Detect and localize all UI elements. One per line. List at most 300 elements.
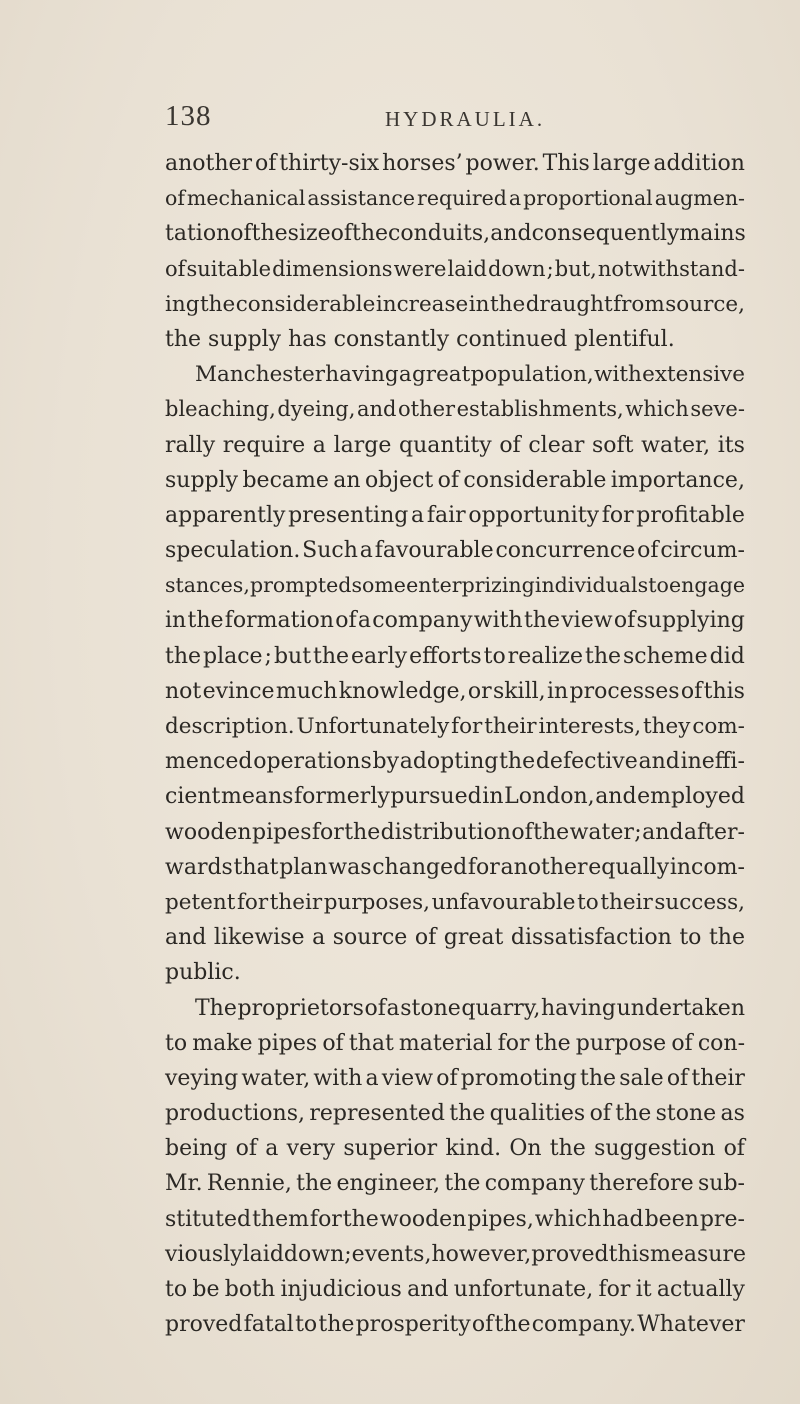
word: ing: [165, 291, 200, 317]
word: Such: [302, 538, 358, 564]
word: down: [487, 256, 546, 281]
word: of: [436, 1065, 458, 1091]
word: make: [192, 1030, 253, 1056]
word: but: [273, 643, 312, 669]
word: object: [364, 467, 434, 493]
word: favourable: [374, 538, 494, 564]
word: material: [398, 1030, 493, 1056]
word: supplying: [636, 608, 745, 634]
word: large: [333, 432, 392, 458]
word: from: [613, 291, 665, 317]
word: formation: [224, 608, 334, 634]
word: pipes: [257, 1030, 318, 1056]
text-line: [165, 1166, 745, 1201]
word: changed: [372, 854, 468, 880]
word: water,: [641, 432, 711, 458]
word: in: [482, 784, 504, 810]
word: early: [351, 643, 408, 669]
word: and: [490, 221, 532, 247]
word: the: [296, 1171, 333, 1197]
word: of: [330, 221, 352, 247]
word: adopting: [399, 749, 499, 775]
word: great: [443, 925, 504, 951]
word: superior: [343, 1136, 438, 1162]
word: proprietors: [237, 995, 364, 1021]
word: purposes,: [323, 889, 431, 915]
word: the: [342, 1206, 379, 1232]
word: proved: [165, 1312, 243, 1338]
word: of: [235, 1136, 258, 1162]
word: the: [534, 1030, 571, 1056]
word: petent: [165, 889, 236, 915]
word: a: [265, 1136, 279, 1162]
word: an: [333, 467, 361, 493]
word: laid: [242, 1241, 284, 1267]
word: the: [499, 749, 536, 775]
word: promoting: [460, 1065, 577, 1091]
text-line: [165, 1026, 745, 1061]
word: the: [584, 643, 622, 669]
word: notwithstand-: [597, 256, 745, 281]
word: quarry,: [461, 995, 541, 1021]
word: com-: [692, 714, 745, 739]
word: of: [335, 608, 357, 634]
word: for: [598, 1277, 631, 1302]
word: ;: [264, 643, 272, 669]
text-line: [165, 146, 745, 181]
word: of: [165, 256, 186, 281]
word: a: [398, 362, 412, 388]
word: fatal: [243, 1312, 294, 1338]
word: the: [200, 291, 236, 317]
word: size: [287, 221, 331, 247]
word: pipes,: [467, 1206, 534, 1232]
word: incom-: [669, 854, 745, 880]
text-line: [165, 1272, 745, 1307]
word: be: [192, 1277, 220, 1302]
word: cient: [165, 784, 221, 810]
word: events,: [351, 1241, 432, 1267]
text-line: [165, 709, 745, 744]
word: qualities: [489, 1101, 586, 1127]
word: sale: [619, 1065, 664, 1091]
text-line: [165, 1131, 745, 1166]
word: another: [165, 151, 253, 176]
word: their: [484, 714, 537, 739]
word: actually: [656, 1277, 745, 1302]
word: establishments,: [456, 397, 624, 422]
word: wooden: [379, 1206, 467, 1232]
word: which: [534, 1206, 602, 1232]
word: a: [386, 995, 400, 1021]
word: interests,: [538, 714, 642, 739]
word: clear: [528, 432, 585, 458]
word: company: [484, 1171, 585, 1197]
word: engage: [669, 573, 745, 598]
text-line: [165, 639, 745, 674]
body-text: [165, 146, 745, 1342]
running-head: HYDRAULIA.: [385, 107, 546, 131]
word: or: [467, 678, 492, 704]
word: for: [601, 502, 634, 528]
word: and: [407, 1277, 449, 1302]
word: as: [720, 1101, 745, 1127]
word: the: [494, 1312, 531, 1338]
word: their: [269, 889, 323, 915]
word: of: [499, 432, 521, 458]
text-line: [165, 1202, 745, 1237]
word: for: [309, 1206, 342, 1232]
text-line: [165, 779, 745, 814]
word: the: [489, 291, 526, 317]
word: great: [412, 362, 471, 388]
word: for: [451, 714, 483, 739]
word: a: [359, 538, 373, 564]
text-line: public.: [165, 960, 241, 986]
word: increase: [375, 291, 469, 317]
text-line: [165, 357, 745, 392]
text-line: [165, 1237, 745, 1272]
word: London,: [504, 784, 595, 810]
word: seve-: [690, 397, 745, 422]
text-line: [165, 392, 745, 427]
word: speculation.: [165, 538, 301, 564]
word: ;: [546, 256, 554, 281]
word: view: [381, 1065, 434, 1091]
text-line: [165, 463, 745, 498]
word: unfavourable: [431, 889, 576, 915]
word: defective: [535, 749, 638, 775]
word: that: [348, 1030, 394, 1056]
word: purpose: [575, 1030, 667, 1056]
word: draught: [525, 291, 613, 317]
word: another: [500, 854, 588, 880]
word: require: [222, 432, 306, 458]
word: extensive: [642, 362, 745, 388]
word: of: [723, 1136, 745, 1162]
word: to: [648, 573, 669, 598]
word: of: [680, 678, 703, 704]
word: of: [511, 819, 533, 845]
word: augmen-: [654, 186, 745, 211]
text-line: [165, 744, 745, 779]
text-line: [165, 850, 745, 885]
text-line: [165, 181, 745, 216]
text-line: [165, 1307, 745, 1342]
word: formerly: [294, 784, 390, 810]
word: wards: [165, 854, 233, 880]
word: which: [625, 397, 689, 422]
word: soft: [592, 432, 634, 458]
word: to: [577, 889, 599, 915]
word: horses’: [382, 151, 463, 176]
word: operations: [253, 749, 372, 775]
word: them: [252, 1206, 309, 1232]
word: having: [325, 362, 399, 388]
word: of: [230, 221, 252, 247]
word: for: [236, 889, 269, 915]
word: menced: [165, 749, 253, 775]
word: a: [312, 925, 326, 951]
word: to: [483, 643, 506, 669]
word: considerable: [463, 467, 607, 493]
word: their: [691, 1065, 745, 1091]
word: the: [444, 1171, 481, 1197]
word: equally: [588, 854, 670, 880]
word: importance,: [610, 467, 745, 493]
word: had: [602, 1206, 644, 1232]
word: employed: [637, 784, 745, 810]
word: a: [508, 186, 522, 211]
word: engineer,: [336, 1171, 441, 1197]
word: was: [328, 854, 372, 880]
word: proportional: [523, 186, 653, 211]
word: power.: [465, 151, 540, 176]
word: efforts: [409, 643, 482, 669]
word: to: [165, 1030, 188, 1056]
word: ineffi-: [680, 749, 745, 775]
word: required: [417, 186, 507, 211]
text-line: [165, 216, 745, 251]
word: and: [642, 819, 684, 845]
word: therefore: [589, 1171, 694, 1197]
word: for: [497, 1030, 530, 1056]
word: much: [275, 678, 338, 704]
word: On: [509, 1136, 542, 1162]
word: been: [644, 1206, 699, 1232]
text-line: [165, 252, 745, 287]
word: individuals: [534, 573, 649, 598]
page-header: [165, 100, 745, 140]
word: Rennie,: [206, 1171, 292, 1197]
word: of: [322, 1030, 344, 1056]
word: scheme: [622, 643, 708, 669]
word: they: [643, 714, 691, 739]
word: their: [600, 889, 653, 915]
word: rally: [165, 432, 216, 458]
word: pursued: [390, 784, 482, 810]
word: of: [165, 186, 185, 211]
word: addition: [653, 151, 745, 176]
text-line: [165, 287, 745, 322]
word: con-: [697, 1030, 745, 1056]
word: source,: [665, 291, 745, 317]
word: mechanical: [186, 186, 306, 211]
word: assistance: [307, 186, 416, 211]
word: source: [332, 925, 408, 951]
word: prosperity: [355, 1312, 471, 1338]
word: a: [357, 608, 372, 634]
word: distribution: [380, 819, 511, 845]
word: a: [411, 502, 425, 528]
word: kind.: [445, 1136, 502, 1162]
word: measure: [649, 1241, 746, 1267]
text-line: [165, 533, 745, 568]
text-line: [165, 815, 745, 850]
word: the: [523, 608, 560, 634]
word: but,: [554, 256, 597, 281]
word: the: [549, 1136, 586, 1162]
word: and: [638, 749, 680, 775]
word: the: [344, 819, 381, 845]
word: did: [709, 643, 745, 669]
word: by: [372, 749, 399, 775]
word: suitable: [186, 256, 272, 281]
word: consequently: [531, 221, 680, 247]
word: view: [561, 608, 613, 634]
word: of: [637, 538, 659, 564]
word: in: [165, 608, 187, 634]
word: viously: [165, 1241, 243, 1267]
word: for: [311, 819, 344, 845]
word: the: [449, 1101, 486, 1127]
word: mains: [679, 221, 746, 247]
word: concurrence: [495, 538, 636, 564]
word: some: [351, 573, 406, 598]
word: prompted: [250, 573, 352, 598]
word: suggestion: [594, 1136, 716, 1162]
word: of: [437, 467, 460, 493]
text-line: [165, 428, 745, 463]
word: the: [352, 221, 389, 247]
text-line: [165, 1096, 745, 1131]
word: very: [286, 1136, 336, 1162]
word: the: [533, 819, 570, 845]
word: for: [467, 854, 500, 880]
word: to: [295, 1312, 318, 1338]
word: large: [592, 151, 651, 176]
word: the: [318, 1312, 355, 1338]
word: Mr.: [165, 1171, 203, 1197]
word: and: [165, 925, 207, 951]
word: stone: [400, 995, 461, 1021]
text-line: [165, 885, 745, 920]
word: and: [356, 397, 397, 422]
text-line: [165, 991, 745, 1026]
word: laid: [447, 256, 487, 281]
word: after-: [683, 819, 745, 845]
word: pre-: [699, 1206, 745, 1232]
word: to: [679, 925, 702, 951]
word: productions,: [165, 1101, 305, 1127]
word: stone: [655, 1101, 717, 1127]
word: of: [254, 151, 277, 176]
word: a: [312, 432, 326, 458]
word: this: [703, 678, 745, 704]
word: of: [666, 1065, 689, 1091]
text-line: [165, 920, 745, 955]
word: company.: [531, 1312, 636, 1338]
word: tation: [165, 221, 231, 247]
word: the: [580, 1065, 617, 1091]
text-line: [165, 603, 745, 638]
word: sub-: [697, 1171, 745, 1197]
word: company: [372, 608, 473, 634]
word: that: [233, 854, 279, 880]
word: The: [195, 995, 237, 1021]
word: pipes: [251, 819, 312, 845]
word: it: [635, 1277, 652, 1302]
word: plan: [279, 854, 328, 880]
word: its: [717, 432, 745, 458]
word: water,: [241, 1065, 311, 1091]
word: description.: [165, 714, 295, 739]
word: presenting: [288, 502, 409, 528]
word: both: [224, 1277, 276, 1302]
word: apparently: [165, 502, 286, 528]
word: veying: [165, 1065, 239, 1091]
word: of: [364, 995, 386, 1021]
text-line: [165, 568, 745, 603]
word: Manchester: [195, 362, 325, 388]
word: of: [671, 1030, 693, 1056]
word: population,: [470, 362, 594, 388]
word: likewise: [213, 925, 305, 951]
word: supply: [165, 467, 239, 493]
word: with: [594, 362, 642, 388]
word: other: [398, 397, 456, 422]
word: profitable: [636, 502, 745, 528]
word: in: [546, 678, 569, 704]
word: the: [708, 925, 745, 951]
word: the: [187, 608, 224, 634]
word: however,: [431, 1241, 532, 1267]
word: being: [165, 1136, 228, 1162]
word: place: [203, 643, 263, 669]
word: success,: [654, 889, 745, 915]
text-line: the supply has constantly continued plentiful.: [165, 326, 675, 352]
word: evince: [202, 678, 275, 704]
word: quantity: [398, 432, 492, 458]
text-line: [165, 674, 745, 709]
text-line: [165, 498, 745, 533]
word: a: [365, 1065, 379, 1091]
word: ;: [344, 1241, 352, 1267]
word: having: [540, 995, 616, 1021]
word: to: [165, 1277, 188, 1302]
word: the: [615, 1101, 652, 1127]
word: the: [313, 643, 350, 669]
word: circum-: [660, 538, 745, 564]
word: were: [393, 256, 447, 281]
word: proved: [531, 1241, 609, 1267]
word: conduits,: [388, 221, 491, 247]
word: undertaken: [616, 995, 745, 1021]
word: with: [313, 1065, 363, 1091]
word: this: [608, 1241, 650, 1267]
word: of: [613, 608, 636, 634]
word: skill,: [492, 678, 546, 704]
word: represented: [309, 1101, 445, 1127]
word: bleaching,: [165, 397, 276, 422]
word: the: [251, 221, 288, 247]
word: This: [542, 151, 590, 176]
word: stances,: [165, 573, 250, 598]
word: Whatever: [637, 1312, 745, 1338]
word: Unfortunately: [296, 714, 450, 739]
word: dimensions: [272, 256, 393, 281]
word: water: [569, 819, 634, 845]
word: with: [473, 608, 523, 634]
word: of: [589, 1101, 611, 1127]
word: the: [165, 643, 202, 669]
word: realize: [507, 643, 584, 669]
word: enterprizing: [406, 573, 535, 598]
word: unfortunate,: [453, 1277, 594, 1302]
word: thirty-six: [279, 151, 380, 176]
word: dissatisfaction: [510, 925, 672, 951]
word: down: [283, 1241, 345, 1267]
